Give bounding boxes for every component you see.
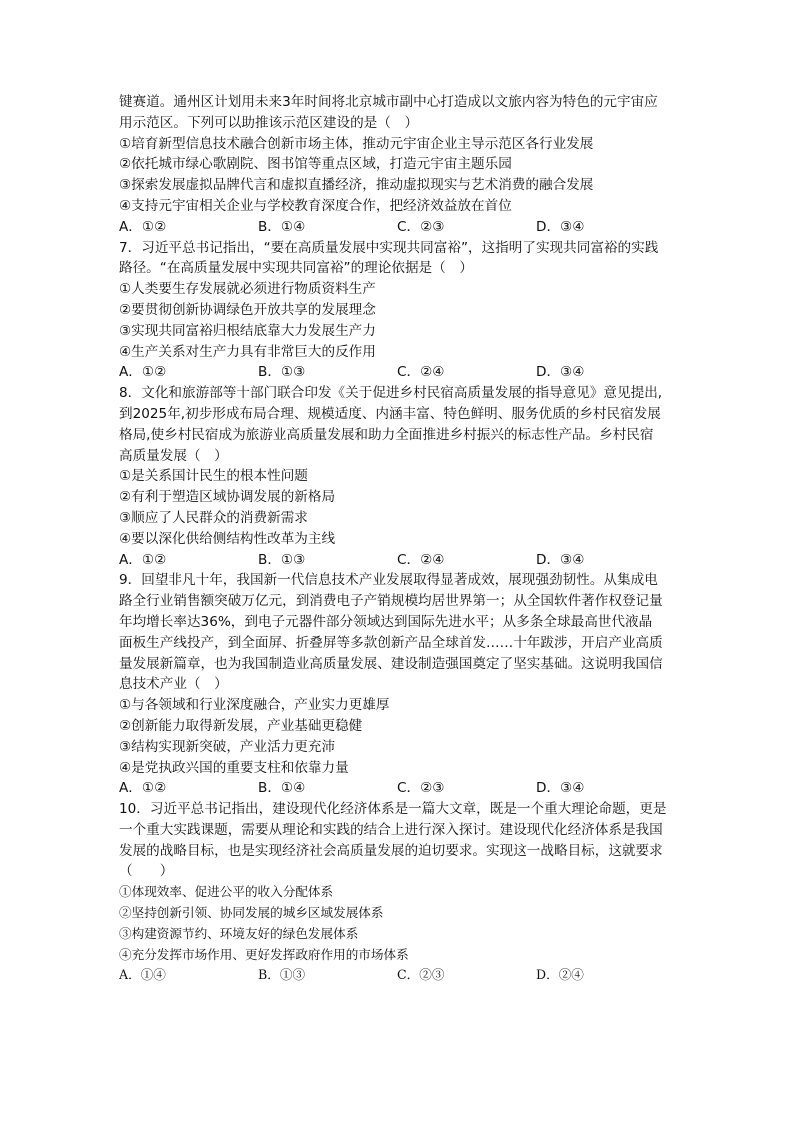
answer-options	[119, 550, 679, 571]
stem-line: 量发展新篇章，也为我国制造业高质量发展、建设制造强国奠定了坚实基础。这说明我国信	[119, 655, 663, 672]
option-b: B．①④	[258, 218, 306, 235]
option-b: B．①③	[258, 551, 306, 568]
option-d: D．③④	[536, 551, 585, 568]
option-d: D．③④	[536, 218, 585, 235]
answer-options	[119, 778, 679, 799]
choice-item: ②创新能力取得新发展，产业基础更稳健	[119, 717, 363, 734]
option-c: C．②③	[397, 967, 445, 983]
stem-line: 路全行业销售额突破万亿元，到消费电子产销规模均居世界第一；从全国软件著作权登记量	[119, 593, 663, 610]
choice-item: ③结构实现新突破，产业活力更充沛	[119, 738, 336, 755]
stem-line: 7．习近平总书记指出，“要在高质量发展中实现共同富裕”，这指明了实现共同富裕的实践	[119, 239, 659, 256]
option-b: B．①③	[258, 364, 306, 381]
choice-item: ④要以深化供给侧结构性改革为主线	[119, 530, 336, 547]
stem-line: 路径。“在高质量发展中实现共同富裕”的理论依据是（ ）	[119, 260, 473, 277]
option-c: C．②③	[397, 218, 445, 235]
answer-options	[119, 965, 679, 986]
choice-item: ②依托城市绿心歌剧院、图书馆等重点区域，打造元宇宙主题乐园	[119, 156, 512, 173]
choice-item: ③构建资源节约、环境友好的绿色发展体系	[119, 925, 359, 941]
option-d: D．②④	[536, 967, 584, 983]
stem-line: 格局,使乡村民宿成为旅游业高质量发展和助力全面推进乡村振兴的标志性产品。乡村民宿	[119, 426, 654, 443]
stem-line: 用示范区。下列可以助推该示范区建设的是（ ）	[119, 114, 419, 131]
choice-item: ④是党执政兴国的重要支柱和依靠力量	[119, 759, 349, 776]
choice-item: ③顺应了人民群众的消费新需求	[119, 509, 308, 526]
question-10	[119, 799, 679, 986]
option-c: C．②④	[397, 364, 445, 381]
question-9	[119, 570, 679, 799]
option-c: C．②④	[397, 551, 445, 568]
question-7	[119, 238, 679, 384]
stem-line: 发展的战略目标，也是实现经济社会高质量发展的迫切要求。实现这一战略目标，这就要求	[119, 842, 663, 859]
choice-item: ④充分发挥市场作用、更好发挥政府作用的市场体系	[119, 946, 409, 962]
choice-item: ①培育新型信息技术融合创新市场主体，推动元宇宙企业主导示范区各行业发展	[119, 135, 594, 152]
option-d: D．③④	[536, 780, 585, 797]
option-a: A．①②	[119, 551, 167, 568]
choice-item: ④生产关系对生产力具有非常巨大的反作用	[119, 343, 376, 360]
option-b: B．①④	[258, 780, 306, 797]
question-6-continued	[119, 92, 679, 238]
stem-line: 面板生产线投产，到全面屏、折叠屏等多款创新产品全球首发……十年跋涉，开启产业高质	[119, 634, 663, 651]
choice-item: ①与各领域和行业深度融合，产业实力更雄厚	[119, 697, 390, 714]
choice-item: ②要贯彻创新协调绿色开放共享的发展理念	[119, 301, 376, 318]
option-c: C．②③	[397, 780, 445, 797]
stem-line: 10．习近平总书记指出，建设现代化经济体系是一篇大文章，既是一个重大理论命题，更是	[119, 801, 667, 818]
exam-page	[119, 92, 679, 986]
question-8	[119, 383, 679, 570]
choice-item: ①体现效率、促进公平的收入分配体系	[119, 884, 334, 900]
option-a: A．①②	[119, 780, 167, 797]
option-d: D．③④	[536, 364, 585, 381]
option-b: B．①③	[258, 967, 306, 983]
option-a: A．①②	[119, 364, 167, 381]
choice-item: ①是关系国计民生的根本性问题	[119, 468, 308, 485]
stem-line: 8．文化和旅游部等十部门联合印发《关于促进乡村民宿高质量发展的指导意见》意见提出,	[119, 385, 663, 402]
answer-options	[119, 217, 679, 238]
stem-line: （ ）	[119, 863, 174, 880]
stem-line: 高质量发展（ ）	[119, 447, 228, 464]
choice-item: ④支持元宇宙相关企业与学校教育深度合作，把经济效益放在首位	[119, 197, 512, 214]
option-a: A．①②	[119, 218, 167, 235]
choice-item: ③实现共同富裕归根结底靠大力发展生产力	[119, 322, 376, 339]
stem-line: 息技术产业（ ）	[119, 676, 228, 693]
choice-item: ①人类要生存发展就必须进行物质资料生产	[119, 281, 376, 298]
option-a: A．①④	[119, 967, 166, 983]
choice-item: ②有利于塑造区域协调发展的新格局	[119, 489, 336, 506]
stem-line: 9．回望非凡十年，我国新一代信息技术产业发展取得显著成效，展现强劲韧性。从集成电	[119, 572, 658, 589]
choice-item: ③探索发展虚拟品牌代言和虚拟直播经济，推动虚拟现实与艺术消费的融合发展	[119, 177, 594, 194]
answer-options	[119, 362, 679, 383]
choice-item: ②坚持创新引领、协同发展的城乡区域发展体系	[119, 905, 384, 921]
stem-line: 键赛道。通州区计划用未来3年时间将北京城市副中心打造成以文旅内容为特色的元宇宙应	[119, 94, 658, 110]
stem-line: 年均增长率达36%，到电子元器件部分领域达到国际先进水平；从多条全球最高世代液晶	[119, 613, 653, 630]
stem-line: 到2025年,初步形成布局合理、规模适度、内涵丰富、特色鲜明、服务优质的乡村民宿发展	[119, 405, 661, 422]
stem-line: 一个重大实践课题，需要从理论和实践的结合上进行深入探讨。建设现代化经济体系是我国	[119, 821, 663, 838]
